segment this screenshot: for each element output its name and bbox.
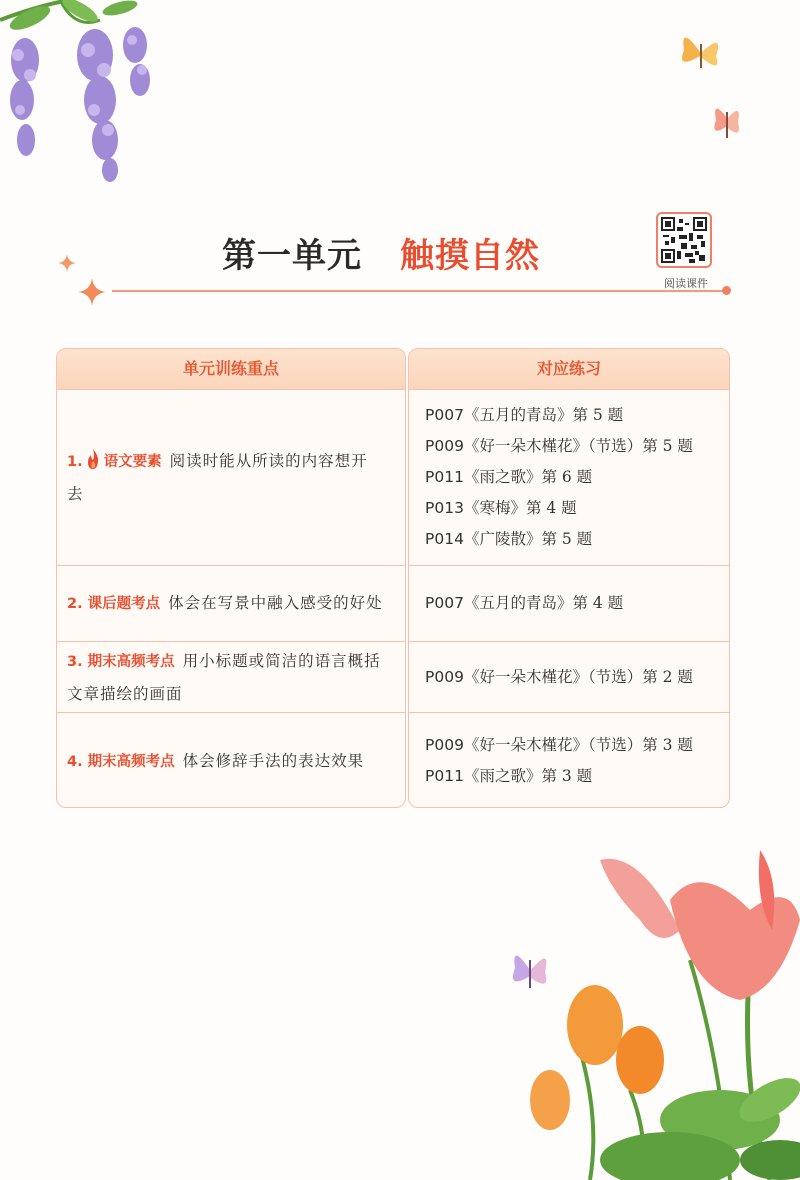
focus-text: 体会在写景中融入感受的好处 — [168, 594, 383, 612]
qr-code-icon — [661, 217, 707, 263]
unit-title: 第一单元 — [222, 236, 362, 276]
exercise-link[interactable] — [425, 761, 729, 792]
exercise-link[interactable] — [425, 588, 729, 619]
focus-text: 用小标题或简洁的语言概括文章描绘的画面 — [67, 651, 381, 703]
exercise-page: P007 — [425, 406, 464, 424]
exercise-page: P011 — [425, 468, 464, 486]
exercise-row-1 — [409, 389, 729, 565]
focus-number: 1. — [67, 454, 83, 470]
exercise-link[interactable] — [425, 431, 729, 462]
sparkle-icon — [58, 254, 76, 272]
exercise-link[interactable] — [425, 400, 729, 431]
focus-number: 2. — [67, 596, 83, 612]
qr-code[interactable] — [656, 212, 712, 268]
exercise-ref: 《广陵散》第 5 题 — [463, 530, 593, 548]
focus-point — [67, 445, 383, 510]
divider-dot — [722, 286, 731, 295]
exercise-page: P009 — [425, 667, 464, 686]
focus-tag: 期末高频考点 — [87, 653, 175, 670]
column-header-right: 对应练习 — [409, 349, 729, 389]
exercise-page: P013 — [425, 499, 464, 517]
exercise-ref: 《好一朵木槿花》（节选）第 3 题 — [463, 736, 693, 754]
exercise-link[interactable] — [425, 662, 729, 693]
focus-point — [67, 745, 364, 778]
exercise-ref: 《雨之歌》第 3 题 — [463, 767, 593, 785]
exercise-ref: 《五月的青岛》第 4 题 — [463, 594, 624, 612]
focus-tag: 期末高频考点 — [87, 753, 175, 770]
exercise-page: P009 — [425, 736, 464, 754]
exercise-column — [408, 348, 730, 808]
exercise-ref: 《好一朵木槿花》（节选）第 2 题 — [463, 667, 693, 686]
focus-row-1 — [57, 389, 405, 565]
focus-number: 4. — [67, 753, 83, 770]
exercise-row-4 — [409, 712, 729, 808]
exercise-ref: 《雨之歌》第 6 题 — [463, 468, 593, 486]
exercise-ref: 《五月的青岛》第 5 题 — [463, 406, 624, 424]
focus-row-2 — [57, 565, 405, 641]
exercise-link[interactable] — [425, 524, 729, 555]
focus-row-3 — [57, 641, 405, 712]
flame-icon — [85, 449, 101, 469]
unit-theme: 触摸自然 — [400, 236, 540, 276]
sparkle-icon — [78, 278, 106, 306]
butterfly-illustration — [672, 22, 728, 82]
exercise-link[interactable] — [425, 462, 729, 493]
exercise-page: P014 — [425, 530, 464, 548]
focus-number: 3. — [67, 653, 83, 670]
focus-point — [67, 645, 383, 710]
training-focus-column — [56, 348, 406, 808]
butterfly-illustration — [710, 98, 744, 150]
exercise-page: P009 — [425, 437, 464, 455]
wisteria-illustration — [0, 0, 180, 190]
focus-tag: 课后题考点 — [87, 596, 161, 612]
focus-point — [67, 587, 383, 620]
exercise-ref: 《寒梅》第 4 题 — [463, 499, 577, 517]
exercise-page: P007 — [425, 594, 464, 612]
column-header-left: 单元训练重点 — [57, 349, 405, 389]
exercise-ref: 《好一朵木槿花》（节选）第 5 题 — [463, 437, 693, 455]
focus-text: 阅读时能从所读的内容想开去 — [67, 452, 368, 503]
focus-text: 体会修辞手法的表达效果 — [182, 751, 365, 770]
exercise-link[interactable] — [425, 730, 729, 761]
title-divider — [112, 290, 724, 292]
exercise-page: P011 — [425, 767, 464, 785]
exercise-row-2 — [409, 565, 729, 641]
focus-tag: 语文要素 — [103, 454, 162, 470]
tulip-illustration — [520, 840, 800, 1180]
focus-row-4 — [57, 712, 405, 808]
qr-label: 阅读课件 — [664, 277, 708, 290]
exercise-row-3 — [409, 641, 729, 712]
exercise-link[interactable] — [425, 493, 729, 524]
